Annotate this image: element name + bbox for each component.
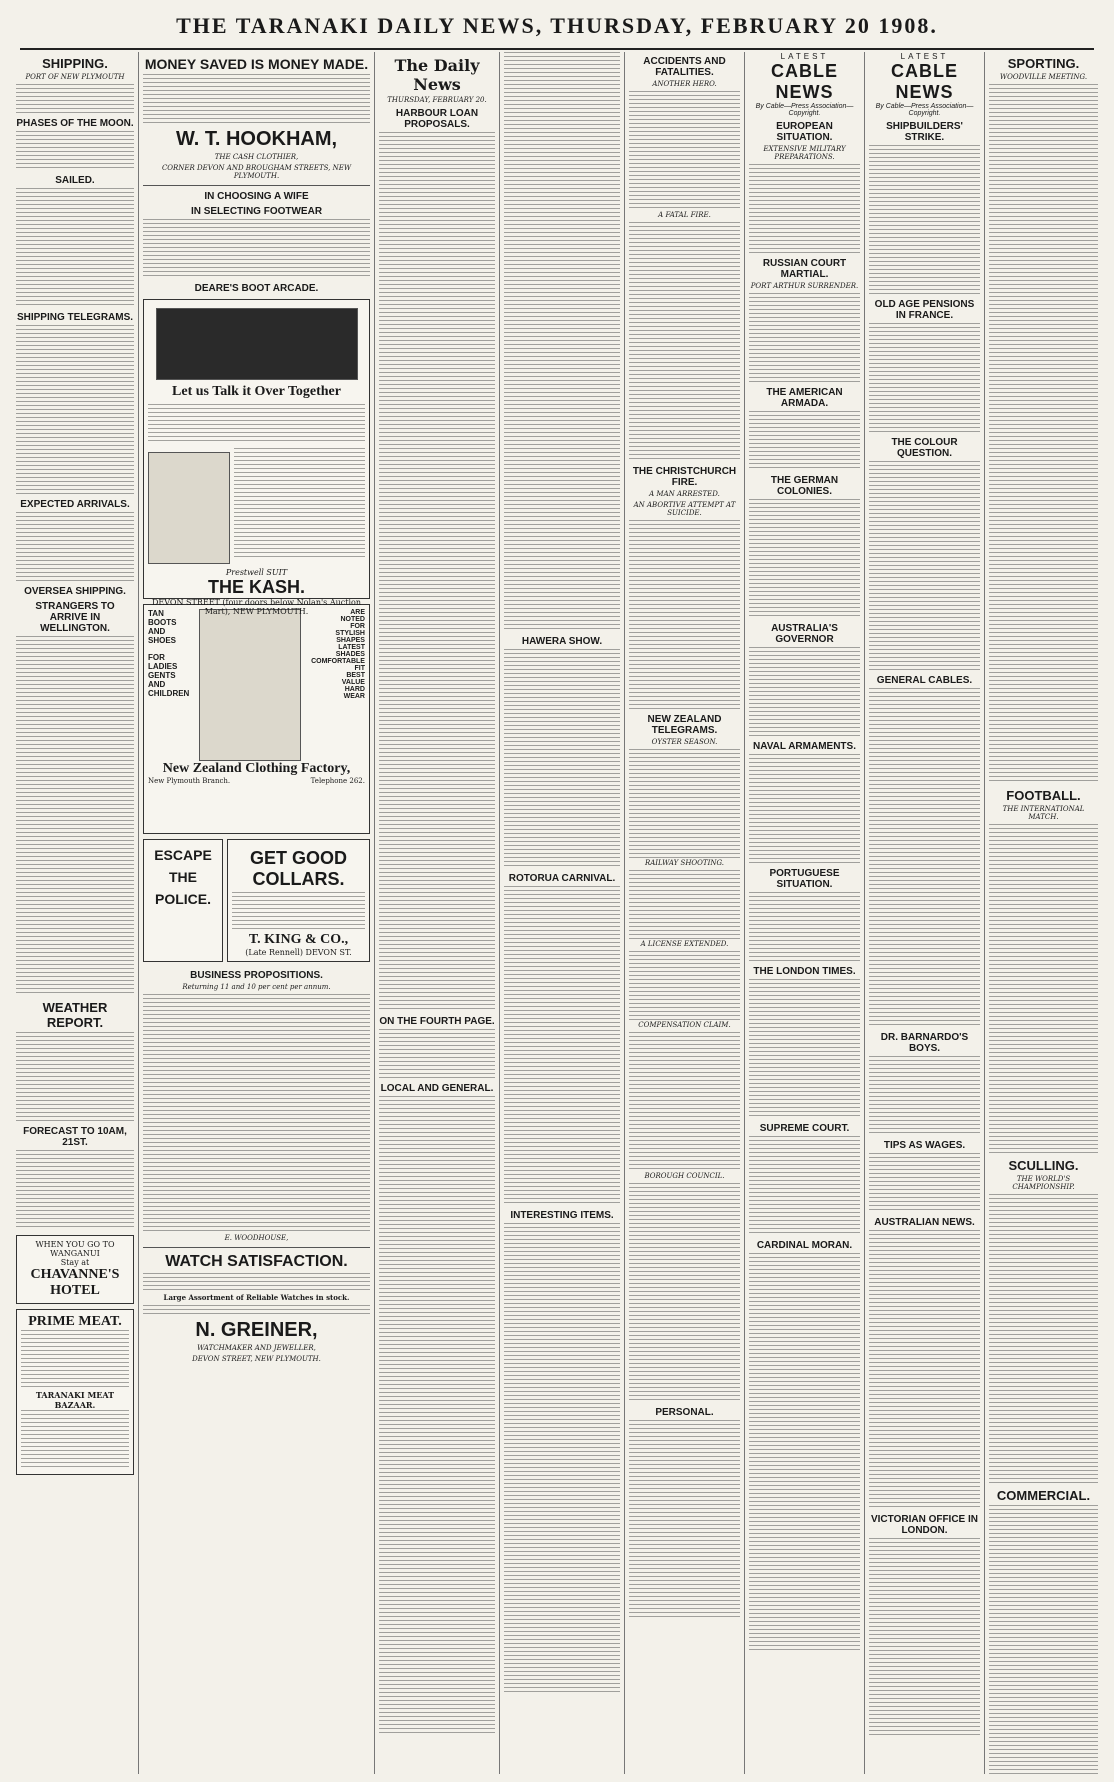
text-block [749, 754, 860, 864]
extensive-sub: EXTENSIVE MILITARY PREPARATIONS. [763, 145, 846, 161]
boots-word: AND [148, 627, 166, 636]
sailed-heading: SAILED. [55, 175, 95, 186]
nzcf-branch: New Plymouth Branch. [148, 777, 231, 785]
wife-heading: IN CHOOSING A WIFE [204, 191, 309, 202]
wages-heading: TIPS AS WAGES. [883, 1140, 966, 1151]
text-block [869, 145, 980, 295]
london-heading: THE LONDON TIMES. [753, 966, 856, 977]
for-word: CHILDREN [148, 689, 190, 698]
cable-title: CABLE NEWS [891, 61, 958, 102]
for-word: AND [148, 680, 166, 689]
deare-heading: DEARE'S BOOT ARCADE. [194, 283, 319, 294]
russian-heading: RUSSIAN COURT MARTIAL. [762, 258, 847, 280]
sculling-heading: SCULLING. [1008, 1158, 1079, 1173]
australia-heading: AUSTRALIA'S GOVERNOR [771, 623, 838, 645]
text-block [504, 886, 620, 1206]
noted-word: ARE [350, 609, 365, 616]
noted-word: BEST [346, 672, 365, 679]
text-block [749, 647, 860, 737]
for-word: FOR [148, 653, 165, 662]
stay-line: Stay at [60, 1258, 90, 1267]
text-block [749, 411, 860, 471]
accidents-heading: ACCIDENTS AND FATALITIES. [643, 56, 726, 78]
masthead-title: THE TARANAKI DAILY NEWS, THURSDAY, FEBRUARY 20 1908. [176, 13, 938, 38]
footwear-heading: IN SELECTING FOOTWEAR [190, 206, 323, 217]
text-block [869, 1230, 980, 1510]
column-cable-2 [865, 52, 985, 1774]
text-block [232, 892, 365, 932]
daily-news-masthead: The Daily News [394, 56, 480, 94]
text-block [16, 512, 134, 582]
text-block [143, 1273, 370, 1293]
editorial-date: THURSDAY, FEBRUARY 20. [387, 96, 487, 104]
strangers-heading: STRANGERS TO ARRIVE IN WELLINGTON. [35, 601, 115, 634]
text-block [234, 448, 365, 558]
text-block [869, 1153, 980, 1213]
text-block [504, 649, 620, 869]
text-block [629, 870, 740, 940]
column-shipping [12, 52, 139, 1774]
text-block [16, 131, 134, 171]
port-heading: PORT OF NEW PLYMOUTH [25, 73, 125, 81]
australian-heading: AUSTRALIAN NEWS. [874, 1217, 975, 1228]
text-block [148, 404, 365, 444]
column-cable-1 [745, 52, 865, 1774]
nz-clothing-ad [143, 604, 370, 834]
rifle-sub: RAILWAY SHOOTING. [644, 859, 725, 867]
nzcf-telephone: Telephone 262. [310, 777, 365, 785]
sporting-heading: SPORTING. [1007, 56, 1080, 71]
cable-header [749, 52, 860, 117]
german-heading: THE GERMAN COLONIES. [770, 475, 839, 497]
noted-word: FIT [354, 665, 365, 672]
prestwell-label: Prestwell SUIT [225, 568, 288, 577]
text-block [989, 1194, 1098, 1484]
victorian-heading: VICTORIAN OFFICE IN LONDON. [870, 1514, 979, 1536]
noted-word: VALUE [341, 679, 365, 686]
collars-ad [227, 839, 370, 962]
text-block [749, 293, 860, 383]
text-block [16, 188, 134, 308]
fourth-page-heading: ON THE FOURTH PAGE. [379, 1016, 495, 1027]
text-block [16, 1150, 134, 1230]
watch-sub: Large Assortment of Reliable Watches in stock. [163, 1293, 350, 1302]
text-block [869, 323, 980, 433]
woodville-sub: WOODVILLE MEETING. [999, 73, 1088, 81]
talk-heading: Let us Talk it Over Together [172, 384, 341, 399]
text-block [629, 1420, 740, 1620]
hookham-sub: THE CASH CLOTHIER, [214, 153, 299, 161]
returning-line: Returning 11 and 10 per cent per annum. [182, 983, 331, 991]
latest-label: LATEST [900, 52, 949, 61]
another-hero: ANOTHER HERO. [652, 80, 717, 88]
escape-ad [143, 839, 223, 962]
noted-word: WEAR [343, 693, 365, 700]
escape-word: THE [169, 869, 197, 885]
weather-heading: WEATHER REPORT. [42, 1000, 108, 1030]
masthead [20, 8, 1094, 50]
oyster-sub: OYSTER SEASON. [651, 738, 718, 746]
tking-address: (Late Rennell) DEVON ST. [245, 948, 352, 957]
kash-heading: THE KASH. [207, 577, 305, 597]
text-block [749, 979, 860, 1119]
licence-sub: A LICENSE EXTENDED. [640, 940, 729, 948]
general-heading: GENERAL CABLES. [876, 675, 973, 686]
arrested-sub: A MAN ARRESTED. [649, 490, 720, 498]
portuguese-heading: PORTUGUESE SITUATION. [769, 868, 840, 890]
hawera-heading: HAWERA SHOW. [521, 636, 603, 647]
text-block [16, 325, 134, 495]
moon-heading: PHASES OF THE MOON. [16, 118, 134, 129]
meat-ad [16, 1309, 134, 1475]
colour-heading: THE COLOUR QUESTION. [891, 437, 958, 459]
text-block [989, 1505, 1098, 1774]
text-block [143, 1305, 370, 1315]
text-block [629, 222, 740, 462]
text-block [629, 1183, 740, 1403]
noted-word: SHAPES [336, 637, 365, 644]
kash-address: DEVON STREET (four doors below Nolan's Auction Mart), NEW PLYMOUTH. [152, 598, 361, 616]
tan-boots-text [148, 609, 189, 761]
text-block [629, 520, 740, 710]
hotel-ad [16, 1235, 134, 1304]
prime-meat: PRIME MEAT. [28, 1314, 122, 1329]
text-block [16, 1032, 134, 1122]
noted-word: FOR [350, 623, 365, 630]
escape-word: ESCAPE [154, 847, 212, 863]
text-block [16, 636, 134, 996]
christchurch-heading: THE CHRISTCHURCH FIRE. [632, 466, 737, 488]
money-saved-heading: MONEY SAVED IS MONEY MADE. [144, 56, 369, 72]
boot-illustration [199, 609, 301, 761]
hotel-name: CHAVANNE'S HOTEL [30, 1267, 120, 1298]
nzt-heading: NEW ZEALAND TELEGRAMS. [647, 714, 722, 736]
noted-word: SHADES [335, 651, 365, 658]
for-word: GENTS [148, 671, 176, 680]
text-block [629, 91, 740, 211]
text-block [21, 1330, 129, 1390]
text-block [869, 688, 980, 1028]
cardinal-heading: CARDINAL MORAN. [756, 1240, 853, 1251]
cable-by: By Cable—Press Association—Copyright. [875, 103, 974, 117]
divider [143, 1247, 370, 1248]
column-sporting [985, 52, 1102, 1774]
text-block [143, 994, 370, 1234]
pensions-heading: OLD AGE PENSIONS IN FRANCE. [874, 299, 975, 321]
noted-word: STYLISH [335, 630, 365, 637]
local-heading: LOCAL AND GENERAL. [380, 1083, 494, 1094]
fatal-fire: A FATAL FIRE. [658, 211, 711, 219]
text-block [143, 74, 370, 124]
text-block [504, 52, 620, 632]
american-heading: THE AMERICAN ARMADA. [766, 387, 843, 409]
text-block [629, 749, 740, 859]
borough-sub: BOROUGH COUNCIL. [644, 1172, 725, 1180]
cable-title: CABLE NEWS [771, 61, 838, 102]
text-block [379, 132, 495, 1012]
naval-heading: NAVAL ARMAMENTS. [753, 741, 856, 752]
column-accidents [625, 52, 745, 1774]
noted-text [311, 609, 365, 761]
suit-illustration [148, 452, 230, 564]
noted-word: COMFORTABLE [311, 658, 365, 665]
greiner-name: N. GREINER, [195, 1319, 318, 1341]
harbour-heading: HARBOUR LOAN PROPOSALS. [395, 108, 479, 130]
shipping-heading: SHIPPING. [42, 56, 108, 71]
text-block [504, 1223, 620, 1693]
supreme-heading: SUPREME COURT. [759, 1123, 850, 1134]
hookham-name: W. T. HOOKHAM, [175, 128, 338, 150]
text-block [379, 1029, 495, 1079]
cable-by: By Cable—Press Association—Copyright. [755, 103, 854, 117]
tking-name: T. KING & CO., [248, 932, 349, 947]
european-heading: EUROPEAN SITUATION. [776, 121, 833, 143]
football-heading: FOOTBALL. [1006, 788, 1081, 803]
text-block [749, 892, 860, 962]
text-block [989, 824, 1098, 1154]
text-block [21, 1410, 129, 1470]
barnardo-heading: DR. BARNARDO'S BOYS. [880, 1032, 969, 1054]
wanganui-line: WHEN YOU GO TO WANGANUI [35, 1240, 115, 1258]
text-block [749, 1253, 860, 1653]
rotorua-heading: ROTORUA CARNIVAL. [508, 873, 616, 884]
column-news [500, 52, 625, 1774]
suicide-sub: AN ABORTIVE ATTEMPT AT SUICIDE. [633, 501, 736, 517]
text-block [629, 951, 740, 1021]
text-block [869, 1538, 980, 1738]
divider [143, 185, 370, 186]
interesting-heading: INTERESTING ITEMS. [510, 1210, 614, 1221]
overseas-heading: OVERSEA SHIPPING. [24, 586, 126, 597]
telegrams-heading: SHIPPING TELEGRAMS. [16, 312, 134, 323]
latest-label: LATEST [780, 52, 829, 61]
nzcf-heading: New Zealand Clothing Factory, [162, 761, 351, 776]
text-block [749, 499, 860, 619]
text-block [749, 164, 860, 254]
text-block [749, 1136, 860, 1236]
boots-word: SHOES [148, 636, 177, 645]
personal-heading: PERSONAL. [655, 1407, 714, 1418]
greiner-address: DEVON STREET, NEW PLYMOUTH. [192, 1355, 321, 1363]
column-editorial [375, 52, 500, 1774]
noted-word: NOTED [340, 616, 365, 623]
text-block [869, 1056, 980, 1136]
text-block [989, 84, 1098, 784]
international-sub: THE INTERNATIONAL MATCH. [1002, 805, 1085, 821]
shipbuilders-heading: SHIPBUILDERS' STRIKE. [886, 121, 963, 143]
cable-header [869, 52, 980, 117]
noted-word: LATEST [338, 644, 365, 651]
collars-heading: GET GOOD COLLARS. [249, 848, 347, 889]
text-block [143, 219, 370, 279]
portarthur-sub: PORT ARTHUR SURRENDER. [750, 282, 859, 290]
text-block [629, 1032, 740, 1172]
compensation-sub: COMPENSATION CLAIM. [638, 1021, 731, 1029]
escape-word: POLICE. [154, 891, 211, 907]
for-word: LADIES [148, 662, 178, 671]
boots-word: BOOTS [148, 618, 177, 627]
meat-bazaar: TARANAKI MEAT BAZAAR. [35, 1390, 115, 1410]
expected-heading: EXPECTED ARRIVALS. [20, 499, 130, 510]
business-heading: BUSINESS PROPOSITIONS. [190, 970, 323, 981]
text-block [379, 1096, 495, 1736]
text-block [869, 461, 980, 671]
boots-word: TAN [148, 609, 164, 618]
forecast-heading: FORECAST TO 10AM, 21ST. [23, 1126, 127, 1148]
greiner-sub: WATCHMAKER AND JEWELLER, [197, 1344, 316, 1352]
woodhouse-name: E. WOODHOUSE, [224, 1234, 289, 1242]
commercial-heading: COMMERCIAL. [996, 1488, 1091, 1503]
hookham-address: CORNER DEVON AND BROUGHAM STREETS, NEW PLYMOUTH. [161, 164, 352, 180]
championship-sub: THE WORLD'S CHAMPIONSHIP. [1012, 1175, 1075, 1191]
illustration-image [156, 308, 358, 380]
column-advertisements [139, 52, 375, 1774]
watch-heading: WATCH SATISFACTION. [165, 1253, 348, 1270]
noted-word: HARD [344, 686, 365, 693]
text-block [16, 84, 134, 114]
